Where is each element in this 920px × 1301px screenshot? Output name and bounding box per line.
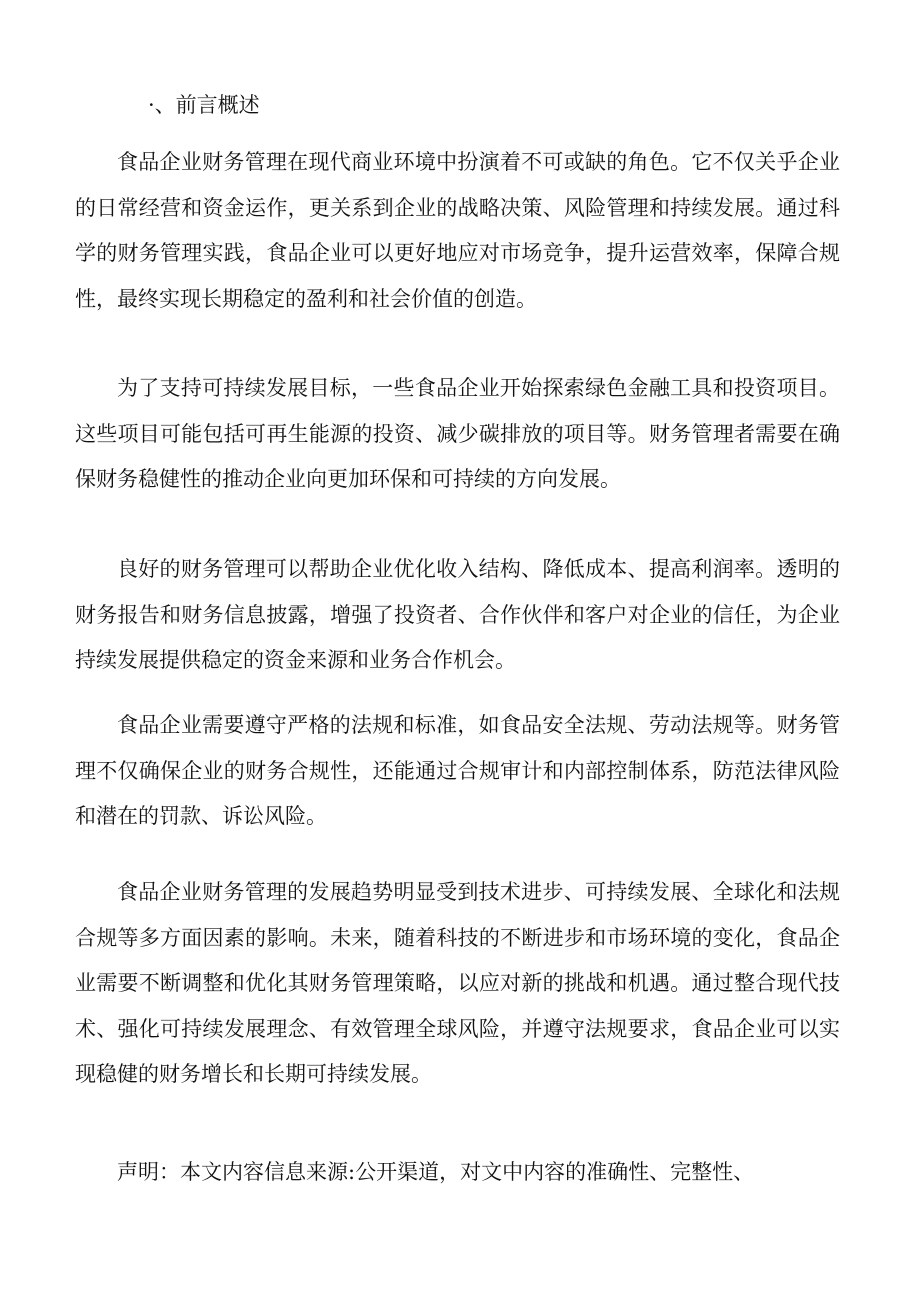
paragraph-disclaimer: 声明：本文内容信息来源:公开渠道，对文中内容的准确性、完整性、 xyxy=(117,1160,755,1184)
section-heading: ·、前言概述 xyxy=(148,93,260,117)
paragraph-green-finance: 为了支持可持续发展目标，一些食品企业开始探索绿色金融工具和投资项目。这些项目可能包括可再生能源的投资、减少碳排放的项目等。财务管理者需要在确保财务稳健性的推动企业向更加环保和可持续的方向发展。 xyxy=(75,376,840,491)
paragraph-profitability: 良好的财务管理可以帮助企业优化收入结构、降低成本、提高利润率。透明的财务报告和财务信息披露，增强了投资者、合作伙伴和客户对企业的信任，为企业持续发展提供稳定的资金来源和业务合作机会。 xyxy=(75,557,840,672)
paragraph-trends: 食品企业财务管理的发展趋势明显受到技术进步、可持续发展、全球化和法规合规等多方面因素的影响。未来，随着科技的不断进步和市场环境的变化，食品企业需要不断调整和优化其财务管理策略，以应对新的挑战和机遇。通过整合现代技术、强化可持续发展理念、有效管理全球风险，并遵守法规要求，食品企业可以实现稳健的财务增长和长期可持续发展。 xyxy=(75,880,840,1086)
paragraph-compliance: 食品企业需要遵守严格的法规和标准，如食品安全法规、劳动法规等。财务管理不仅确保企业的财务合规性，还能通过合规审计和内部控制体系，防范法律风险和潜在的罚款、诉讼风险。 xyxy=(75,713,840,828)
paragraph-intro: 食品企业财务管理在现代商业环境中扮演着不可或缺的角色。它不仅关乎企业的日常经营和资金运作，更关系到企业的战略决策、风险管理和持续发展。通过科学的财务管理实践，食品企业可以更好地应对市场竞争，提升运营效率，保障合规性，最终实现长期稳定的盈利和社会价值的创造。 xyxy=(75,150,840,311)
